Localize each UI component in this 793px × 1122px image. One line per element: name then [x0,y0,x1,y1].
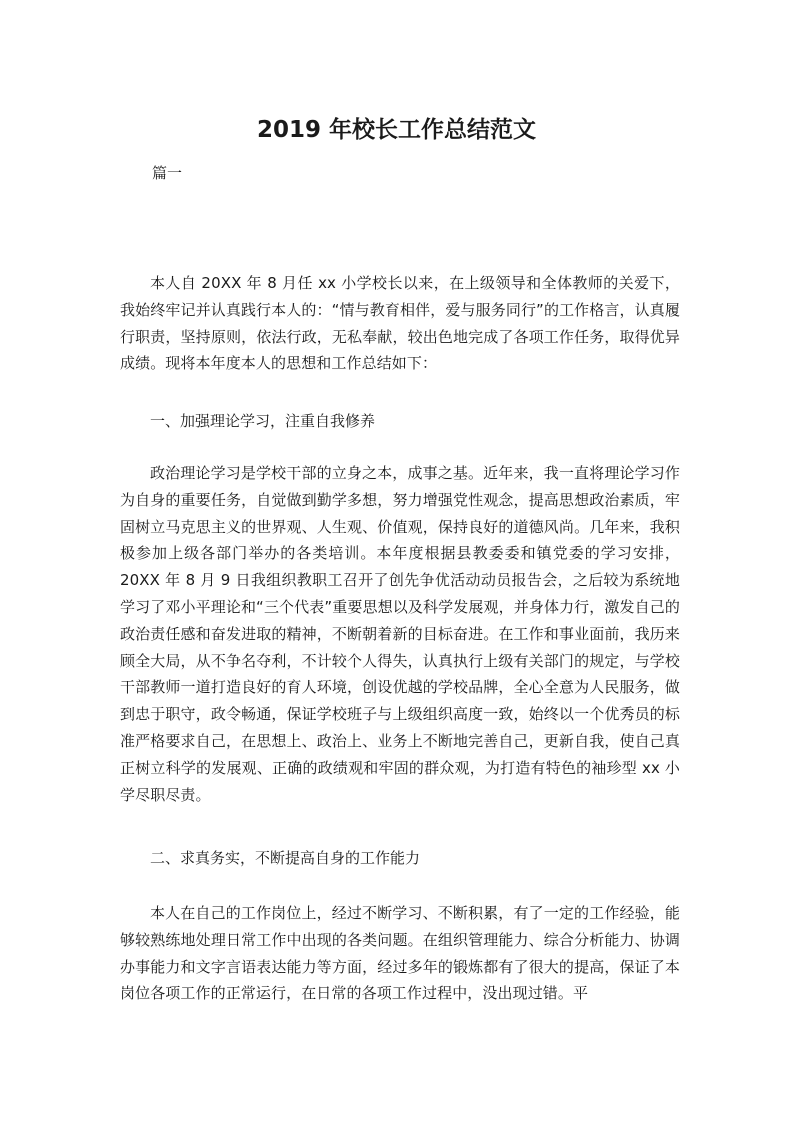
section-heading-1: 一、加强理论学习，注重自我修养 [150,412,376,430]
paragraph-intro: 本人自 20XX 年 8 月任 xx 小学校长以来，在上级领导和全体教师的关爱下，我始终牢记并认真践行本人的：“情与教育相伴，爱与服务同行”的工作格言，认真履行职责，坚持原则，依法行政，无私奉献，较出色地完成了各项工作任务，取得优异成绩。现将本年度本人的思想和工作总结如下： [120,274,680,373]
part-label: 篇一 [152,164,183,182]
section-heading-2: 二、求真务实，不断提高自身的工作能力 [150,849,421,867]
paragraph-theory-study: 政治理论学习是学校干部的立身之本，成事之基。近年来，我一直将理论学习作为自身的重要任务，自觉做到勤学多想，努力增强党性观念，提高思想政治素质，牢固树立马克思主义的世界观、人生观、价值观，保持良好的道德风尚。几年来，我积极参加上级各部门举办的各类培训。本年度根据县教委委和镇党委的学习安排，20XX 年 8 月 9 日我组织教职工召开了创先争优活动动员报告会，之后较为系统地学习了邓小平理论和“三个代表”重要思想以及科学发展观，并身体力行，激发自己的政治责任感和奋发进取的精神，不断朝着新的目标奋进。在工作和事业面前，我历来顾全大局，从不争名夺利，不计较个人得失，认真执行上级有关部门的规定，与学校干部教师一道打造良好的育人环境，创设优越的学校品牌，全心全意为人民服务，做到忠于职守，政令畅通，保证学校班子与上级组织高度一致，始终以一个优秀员的标准严格要求自己，在思想上、政治上、业务上不断地完善自己，更新自我，使自己真正树立科学的发展观、正确的政绩观和牢固的群众观，为打造有特色的袖珍型 xx 小学尽职尽责。 [120,464,680,804]
paragraph-work-ability: 本人在自己的工作岗位上，经过不断学习、不断积累，有了一定的工作经验，能够较熟练地处理日常工作中出现的各类问题。在组织管理能力、综合分析能力、协调办事能力和文字言语表达能力等方面，经过多年的锻炼都有了很大的提高，保证了本岗位各项工作的正常运行，在日常的各项工作过程中，没出现过错。平 [120,904,680,1003]
document-title: 2019 年校长工作总结范文 [256,117,537,143]
